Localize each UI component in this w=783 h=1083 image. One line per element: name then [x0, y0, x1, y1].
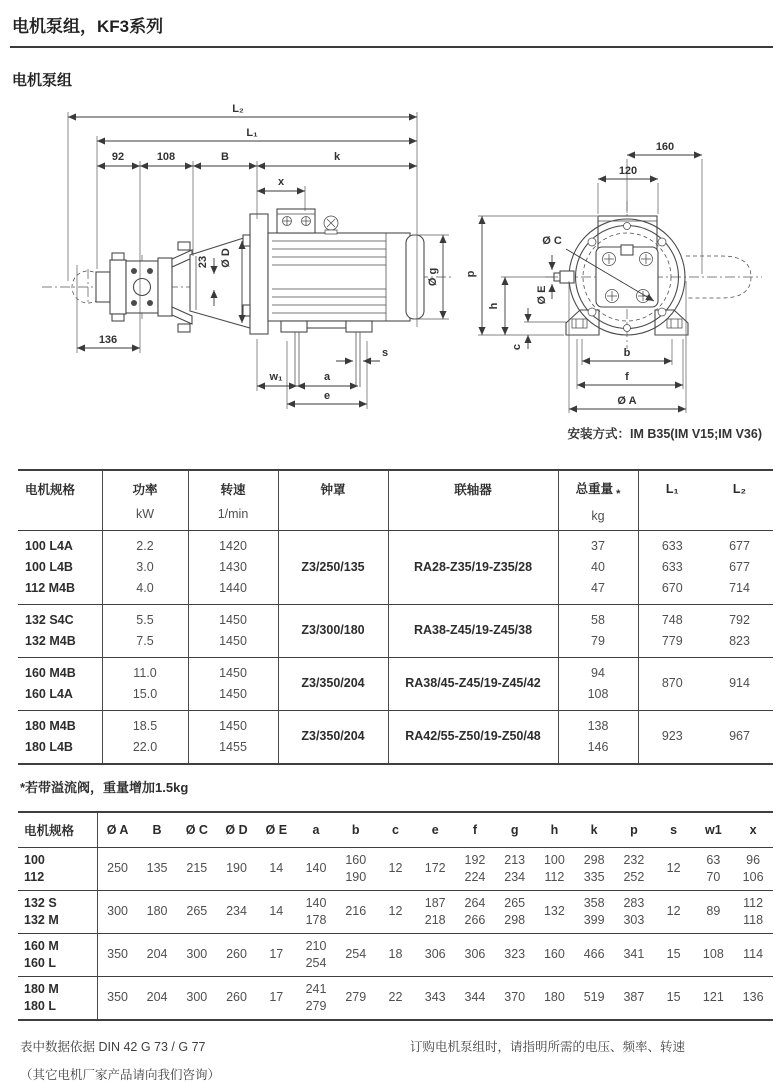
- table-row: [18, 657, 773, 710]
- table-cell: 160: [535, 933, 575, 976]
- table-cell: 132 S 132 M: [18, 890, 97, 933]
- table-cell: 215: [186, 861, 208, 875]
- dim-label-p: p: [465, 270, 477, 278]
- table-cell: 633 633 670: [638, 530, 706, 604]
- column-header: 电机规格: [18, 470, 102, 530]
- column-header: a: [296, 812, 336, 848]
- dim-label-c: c: [511, 343, 523, 351]
- table-cell: 140: [305, 861, 327, 875]
- table-cell: 350: [97, 976, 137, 1020]
- dim-label-s: s: [381, 347, 389, 359]
- dim-label-oC: Ø C: [542, 235, 562, 247]
- table-cell: 344: [455, 976, 495, 1020]
- table-cell: 213 234: [504, 852, 526, 884]
- table-cell: 160 M 160 L: [18, 933, 97, 976]
- dim-label-23: 23: [197, 255, 209, 269]
- table-cell: 14: [256, 890, 296, 933]
- dim-label-k: k: [333, 151, 341, 163]
- table-cell: 216: [336, 890, 376, 933]
- table-cell: 100 112: [543, 852, 565, 884]
- table-cell: 279: [336, 976, 376, 1020]
- table-cell: 12: [376, 890, 416, 933]
- table-cell: 172: [424, 861, 446, 875]
- table-cell: 306: [455, 933, 495, 976]
- dim-label-oE: Ø E: [536, 285, 548, 305]
- table-cell: 17: [256, 976, 296, 1020]
- footer-din-note: 表中数据依据 DIN 42 G 73 / G 77: [20, 1039, 206, 1054]
- technical-drawing: [10, 92, 773, 454]
- table-cell: 121: [693, 976, 733, 1020]
- table-cell: 135: [146, 861, 168, 875]
- dim-label-136: 136: [98, 334, 118, 346]
- table-row: [18, 847, 773, 890]
- column-header: 转速 1/min: [188, 470, 278, 530]
- table-cell: 306: [415, 933, 455, 976]
- dim-label-92: 92: [111, 151, 125, 163]
- table-cell: 180: [137, 890, 177, 933]
- dim-label-oD: Ø D: [220, 248, 232, 268]
- table-cell: 914: [706, 657, 773, 710]
- table-cell: 114: [733, 933, 773, 976]
- column-header: f: [455, 812, 495, 848]
- column-header: Ø E: [256, 812, 296, 848]
- table-cell: 387: [614, 976, 654, 1020]
- column-header: h: [535, 812, 575, 848]
- table-cell: 12: [666, 861, 681, 875]
- dim-label-a: a: [323, 371, 331, 383]
- footer: [20, 1037, 775, 1083]
- table-cell: 241 279: [296, 976, 336, 1020]
- table-cell: 63 70: [706, 852, 721, 884]
- column-header: L₁: [638, 470, 706, 530]
- dim-label-w1: w₁: [269, 371, 283, 383]
- column-header: L₂: [706, 470, 773, 530]
- table-cell: 358 399: [574, 890, 614, 933]
- table-cell: 180: [535, 976, 575, 1020]
- dim-label-oA: Ø A: [617, 395, 637, 407]
- table-cell: 58 79: [558, 604, 638, 657]
- table-cell: 180 M4B 180 L4B: [18, 710, 102, 764]
- table-cell: 1450 1450: [188, 657, 278, 710]
- dim-label-h: h: [488, 302, 500, 310]
- table-cell: 132 S4C 132 M4B: [18, 604, 102, 657]
- table-cell: 1450 1450: [188, 604, 278, 657]
- table-cell: 300: [177, 933, 217, 976]
- table-cell: 18: [376, 933, 416, 976]
- column-header: p: [614, 812, 654, 848]
- table-cell: 323: [495, 933, 535, 976]
- dim-label-og: Ø g: [427, 267, 439, 287]
- column-header: x: [733, 812, 773, 848]
- table-cell: 260: [217, 976, 257, 1020]
- column-header: 钟罩: [278, 470, 388, 530]
- column-header: Ø A: [97, 812, 137, 848]
- table-cell: 96 106: [742, 852, 764, 884]
- table-cell: 18.5 22.0: [102, 710, 188, 764]
- table-cell: 923: [638, 710, 706, 764]
- dim-label-b: b: [623, 347, 631, 359]
- table-cell: 11.0 15.0: [102, 657, 188, 710]
- table-cell: 519: [574, 976, 614, 1020]
- table-cell: 265: [177, 890, 217, 933]
- table-cell: 677 677 714: [729, 538, 750, 595]
- column-header: 总重量 * kg: [558, 470, 638, 530]
- table-cell: 250: [107, 861, 129, 875]
- table-cell: 22: [376, 976, 416, 1020]
- column-header: w1: [693, 812, 733, 848]
- table-cell: 12: [388, 861, 403, 875]
- column-header: g: [495, 812, 535, 848]
- table-cell: 341: [614, 933, 654, 976]
- motor-spec-table: [18, 469, 773, 765]
- table-row: [18, 933, 773, 976]
- table-cell: 112 118: [733, 890, 773, 933]
- table-cell: RA42/55-Z50/19-Z50/48: [388, 710, 558, 764]
- table-cell: 264 266: [455, 890, 495, 933]
- table-cell: 37 40 47: [558, 530, 638, 604]
- table-cell: 260: [217, 933, 257, 976]
- column-header: 联轴器: [388, 470, 558, 530]
- table-cell: 100 L4A 100 L4B 112 M4B: [25, 538, 76, 595]
- dim-label-B: B: [221, 151, 229, 163]
- table-cell: Z3/300/180: [278, 604, 388, 657]
- column-header: 功率 kW: [102, 470, 188, 530]
- table-cell: Z3/350/204: [278, 657, 388, 710]
- table-cell: 89: [693, 890, 733, 933]
- table-cell: 350: [97, 933, 137, 976]
- table-row: [18, 530, 773, 604]
- table-cell: 300: [177, 976, 217, 1020]
- table-cell: RA38-Z45/19-Z45/38: [388, 604, 558, 657]
- table-cell: 298 335: [583, 852, 605, 884]
- table-cell: 5.5 7.5: [102, 604, 188, 657]
- table-cell: 234: [217, 890, 257, 933]
- table-cell: Z3/350/204: [278, 710, 388, 764]
- table-cell: 187 218: [415, 890, 455, 933]
- footer-order-note: 订购电机泵组时，请指明所需的电压、频率、转速: [410, 1039, 686, 1054]
- table-cell: 94 108: [558, 657, 638, 710]
- table-cell: 232 252: [623, 852, 645, 884]
- table-cell: 283 303: [614, 890, 654, 933]
- table-cell: 136: [733, 976, 773, 1020]
- table-cell: 466: [574, 933, 614, 976]
- mounting-note: 安装方式：IM B35(IM V15;IM V36): [567, 427, 762, 441]
- table-cell: 1420 1430 1440: [188, 530, 278, 604]
- dim-label-l2: L₂: [232, 103, 244, 115]
- page-title: 电机泵组，KF3系列: [10, 12, 773, 48]
- table-cell: 1450 1455: [188, 710, 278, 764]
- column-header: B: [137, 812, 177, 848]
- table-row: [18, 890, 773, 933]
- table-cell: 14: [269, 861, 284, 875]
- table-cell: Z3/250/135: [278, 530, 388, 604]
- table-cell: 792 823: [706, 604, 773, 657]
- dim-label-108: 108: [156, 151, 176, 163]
- column-header: Ø D: [217, 812, 257, 848]
- table-cell: 370: [495, 976, 535, 1020]
- table-cell: RA38/45-Z45/19-Z45/42: [388, 657, 558, 710]
- table-cell: 967: [706, 710, 773, 764]
- table-cell: 138 146: [558, 710, 638, 764]
- table-cell: 190: [226, 861, 247, 875]
- dimension-table: [18, 811, 773, 1021]
- table-cell: 15: [654, 933, 694, 976]
- table-row: [18, 976, 773, 1020]
- section-heading: 电机泵组: [12, 72, 73, 89]
- table-cell: 870: [638, 657, 706, 710]
- column-header: c: [376, 812, 416, 848]
- table-cell: 160 M4B 160 L4A: [18, 657, 102, 710]
- column-header: Ø C: [177, 812, 217, 848]
- dim-label-l1: L₁: [246, 127, 258, 139]
- table-cell: 254: [336, 933, 376, 976]
- dim-label-e: e: [323, 390, 331, 402]
- column-header: s: [654, 812, 694, 848]
- table-cell: 748 779: [638, 604, 706, 657]
- table-cell: 132: [535, 890, 575, 933]
- dim-label-120: 120: [618, 165, 638, 177]
- table-cell: RA28-Z35/19-Z35/28: [388, 530, 558, 604]
- table-row: [18, 710, 773, 764]
- table-cell: 108: [693, 933, 733, 976]
- table-cell: 180 M 180 L: [18, 976, 97, 1020]
- table-cell: 204: [137, 976, 177, 1020]
- table-cell: 12: [654, 890, 694, 933]
- column-header: k: [574, 812, 614, 848]
- footer-consult-note: （其它电机厂家产品请向我们咨询）: [20, 1067, 221, 1082]
- table-cell: 210 254: [296, 933, 336, 976]
- dim-label-f: f: [625, 371, 629, 383]
- table-cell: 265 298: [495, 890, 535, 933]
- table-cell: 15: [654, 976, 694, 1020]
- column-header: b: [336, 812, 376, 848]
- dim-label-160: 160: [655, 141, 675, 153]
- table-cell: 192 224: [464, 852, 486, 884]
- column-header: e: [415, 812, 455, 848]
- table-row: [18, 604, 773, 657]
- column-header: 电机规格: [18, 812, 97, 848]
- table-cell: 2.2 3.0 4.0: [102, 530, 188, 604]
- table-cell: 160 190: [345, 852, 367, 884]
- table-cell: 140 178: [296, 890, 336, 933]
- table-cell: 343: [415, 976, 455, 1020]
- dim-label-x: x: [277, 176, 285, 188]
- weight-note: *若带溢流阀，重量增加1.5kg: [20, 779, 189, 795]
- table-cell: 17: [256, 933, 296, 976]
- table-cell: 100 112: [18, 847, 97, 890]
- table-cell: 204: [137, 933, 177, 976]
- table-cell: 300: [97, 890, 137, 933]
